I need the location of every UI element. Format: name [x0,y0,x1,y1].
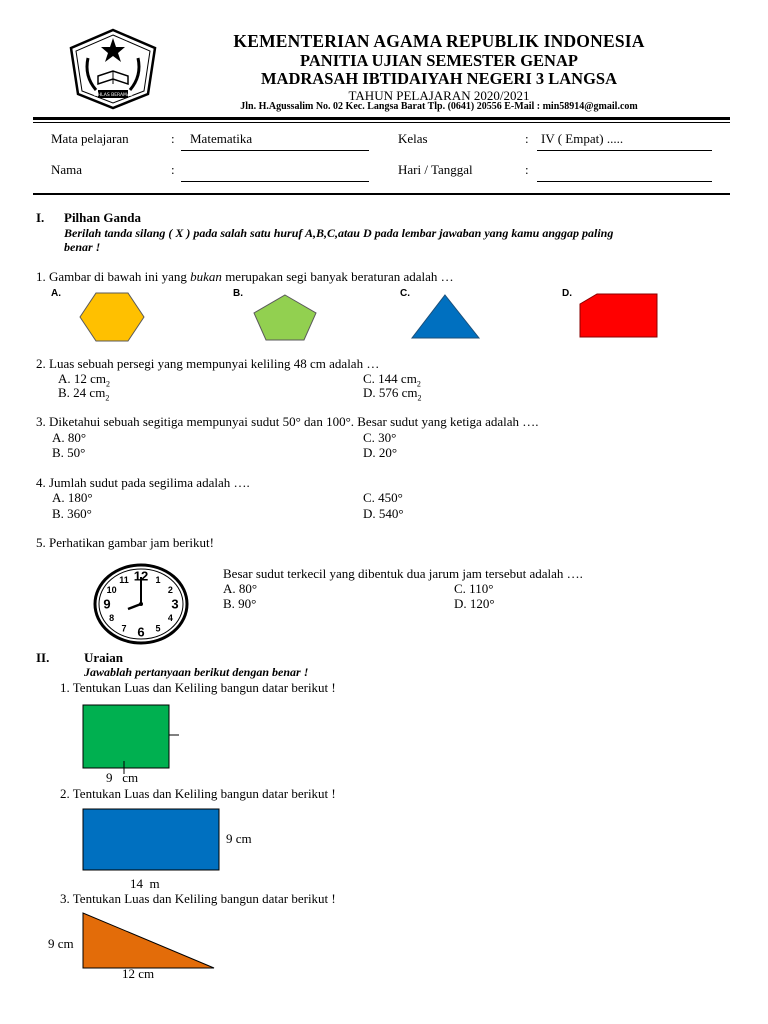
section2-instruction: Jawablah pertanyaan berikut dengan benar ! [84,665,309,679]
class-value: IV ( Empat) ..... [541,131,624,146]
question-3-option-a: A. 80° [52,430,87,445]
essay-2: 2. Tentukan Luas dan Keliling bangun datar berikut ! [60,786,336,801]
class-field-line[interactable] [537,150,712,151]
hexagon-shape [80,293,144,341]
question-3-option-b: B. 50° [52,445,86,460]
option-label-d: D. [562,288,572,299]
class-colon: : [525,131,529,146]
question-2-option-b: B. 24 $cm_2$ [58,385,110,403]
clock-numeral-7: 7 [121,623,127,634]
question-4-option-c: C. 450° [363,490,403,505]
header-school: MADRASAH IBTIDAIYAH NEGERI 3 LANGSA [260,69,618,88]
clock-numeral-10: 10 [106,585,117,596]
date-field-line[interactable] [537,181,712,182]
section2-title: Uraian [84,650,123,665]
section1-title: Pilhan Ganda [64,210,141,225]
subject-field-line[interactable] [181,150,369,151]
question-3: 3. Diketahui sebuah segitiga mempunyai sudut 50° dan 100°. Besar sudut yang ketiga adalah …. [36,414,539,429]
question-5-prompt: Besar sudut terkecil yang dibentuk dua jarum jam tersebut adalah …. [223,566,583,581]
option-label-b: B. [233,288,243,299]
question-4-option-b: B. 360° [52,506,92,521]
section1-instruction-cont: benar ! [64,240,101,254]
triangle-shape [412,295,479,338]
question-3-option-d: D. 20° [363,445,398,460]
header-address: Jln. H.Agussalim No. 02 Kec. Langsa Barat Tlp. (0641) 20556 E-Mail : min58914@gmail.com [240,101,638,112]
clock-numeral-9: 9 [103,596,111,612]
logo-motto: IKHLAS BERAMAL [93,93,133,98]
name-field-line[interactable] [181,181,369,182]
clock-numeral-4: 4 [167,613,173,624]
question-5: 5. Perhatikan gambar jam berikut! [36,535,214,550]
clock-numeral-11: 11 [119,574,129,585]
question-1-post: merupakan segi banyak beraturan adalah … [221,269,454,284]
subject-value: Matematika [190,131,253,146]
essay-3-triangle [82,912,218,970]
name-colon: : [171,162,175,177]
option-label-c: C. [400,288,410,299]
essay-2-bottom-label: 14 m [130,876,160,891]
irregular-pentagon-shape [580,294,657,337]
option-label-a: A. [51,288,61,299]
question-4-option-a: A. 180° [52,490,93,505]
question-1-emphasis: bukan [190,269,222,284]
question-5-option-b: B. 90° [223,596,257,611]
clock-icon [93,563,189,645]
clock-numeral-6: 6 [137,624,145,640]
date-colon: : [525,162,529,177]
clock-numeral-5: 5 [155,623,161,634]
clock-numeral-2: 2 [167,585,173,596]
subject-colon: : [171,131,175,146]
question-2-option-a: A. 12 $cm_2$ [58,371,111,389]
clock-numeral-3: 3 [171,596,179,612]
class-label: Kelas [398,131,428,146]
question-2-option-c: C. 144 $cm_2$ [363,371,421,389]
name-label: Nama [51,162,83,177]
header-rule-thick [33,117,730,120]
question-4: 4. Jumlah sudut pada segilima adalah …. [36,475,250,490]
pentagon-shape [254,295,316,340]
essay-1-square [80,703,180,775]
header-ministry: KEMENTERIAN AGAMA REPUBLIK INDONESIA [233,31,645,51]
essay-1-label: 9 cm [106,770,139,785]
section1-instruction: Berilah tanda silang ( X ) pada salah satu huruf A,B,C,atau D pada lembar jawaban yang kamu anggap paling [64,226,614,240]
essay-2-rectangle [82,808,222,872]
clock-numeral-1: 1 [155,574,161,585]
identity-rule [33,193,730,195]
question-2: 2. Luas sebuah persegi yang mempunyai keliling 48 cm adalah … [36,356,380,371]
header-rule-thin [33,122,730,123]
essay-1: 1. Tentukan Luas dan Keliling bangun datar berikut ! [60,680,336,695]
subject-label: Mata pelajaran [51,131,129,146]
question-4-option-d: D. 540° [363,506,404,521]
date-label: Hari / Tanggal [398,162,473,177]
essay-3: 3. Tentukan Luas dan Keliling bangun datar berikut ! [60,891,336,906]
clock-numeral-8: 8 [109,613,115,624]
section2-number: II. [36,650,50,665]
q1-shapes [0,288,768,344]
essay-2-side-label: 9 cm [226,831,252,846]
question-5-option-d: D. 120° [454,596,495,611]
question-1 [36,269,454,285]
section1-number: I. [36,210,45,225]
clock-numeral-12: 12 [133,568,149,584]
header-year: TAHUN PELAJARAN 2020/2021 [348,88,530,103]
essay-3-bottom-label: 12 cm [122,966,155,981]
essay-3-side-label: 9 cm [48,936,74,951]
question-5-option-a: A. 80° [223,581,258,596]
question-2-option-d: D. 576 $cm_2$ [363,385,422,403]
question-3-option-c: C. 30° [363,430,397,445]
question-1-pre: 1. Gambar di bawah ini yang [36,269,191,284]
header-committee: PANITIA UJIAN SEMESTER GENAP [300,51,578,70]
question-5-option-c: C. 110° [454,581,494,596]
